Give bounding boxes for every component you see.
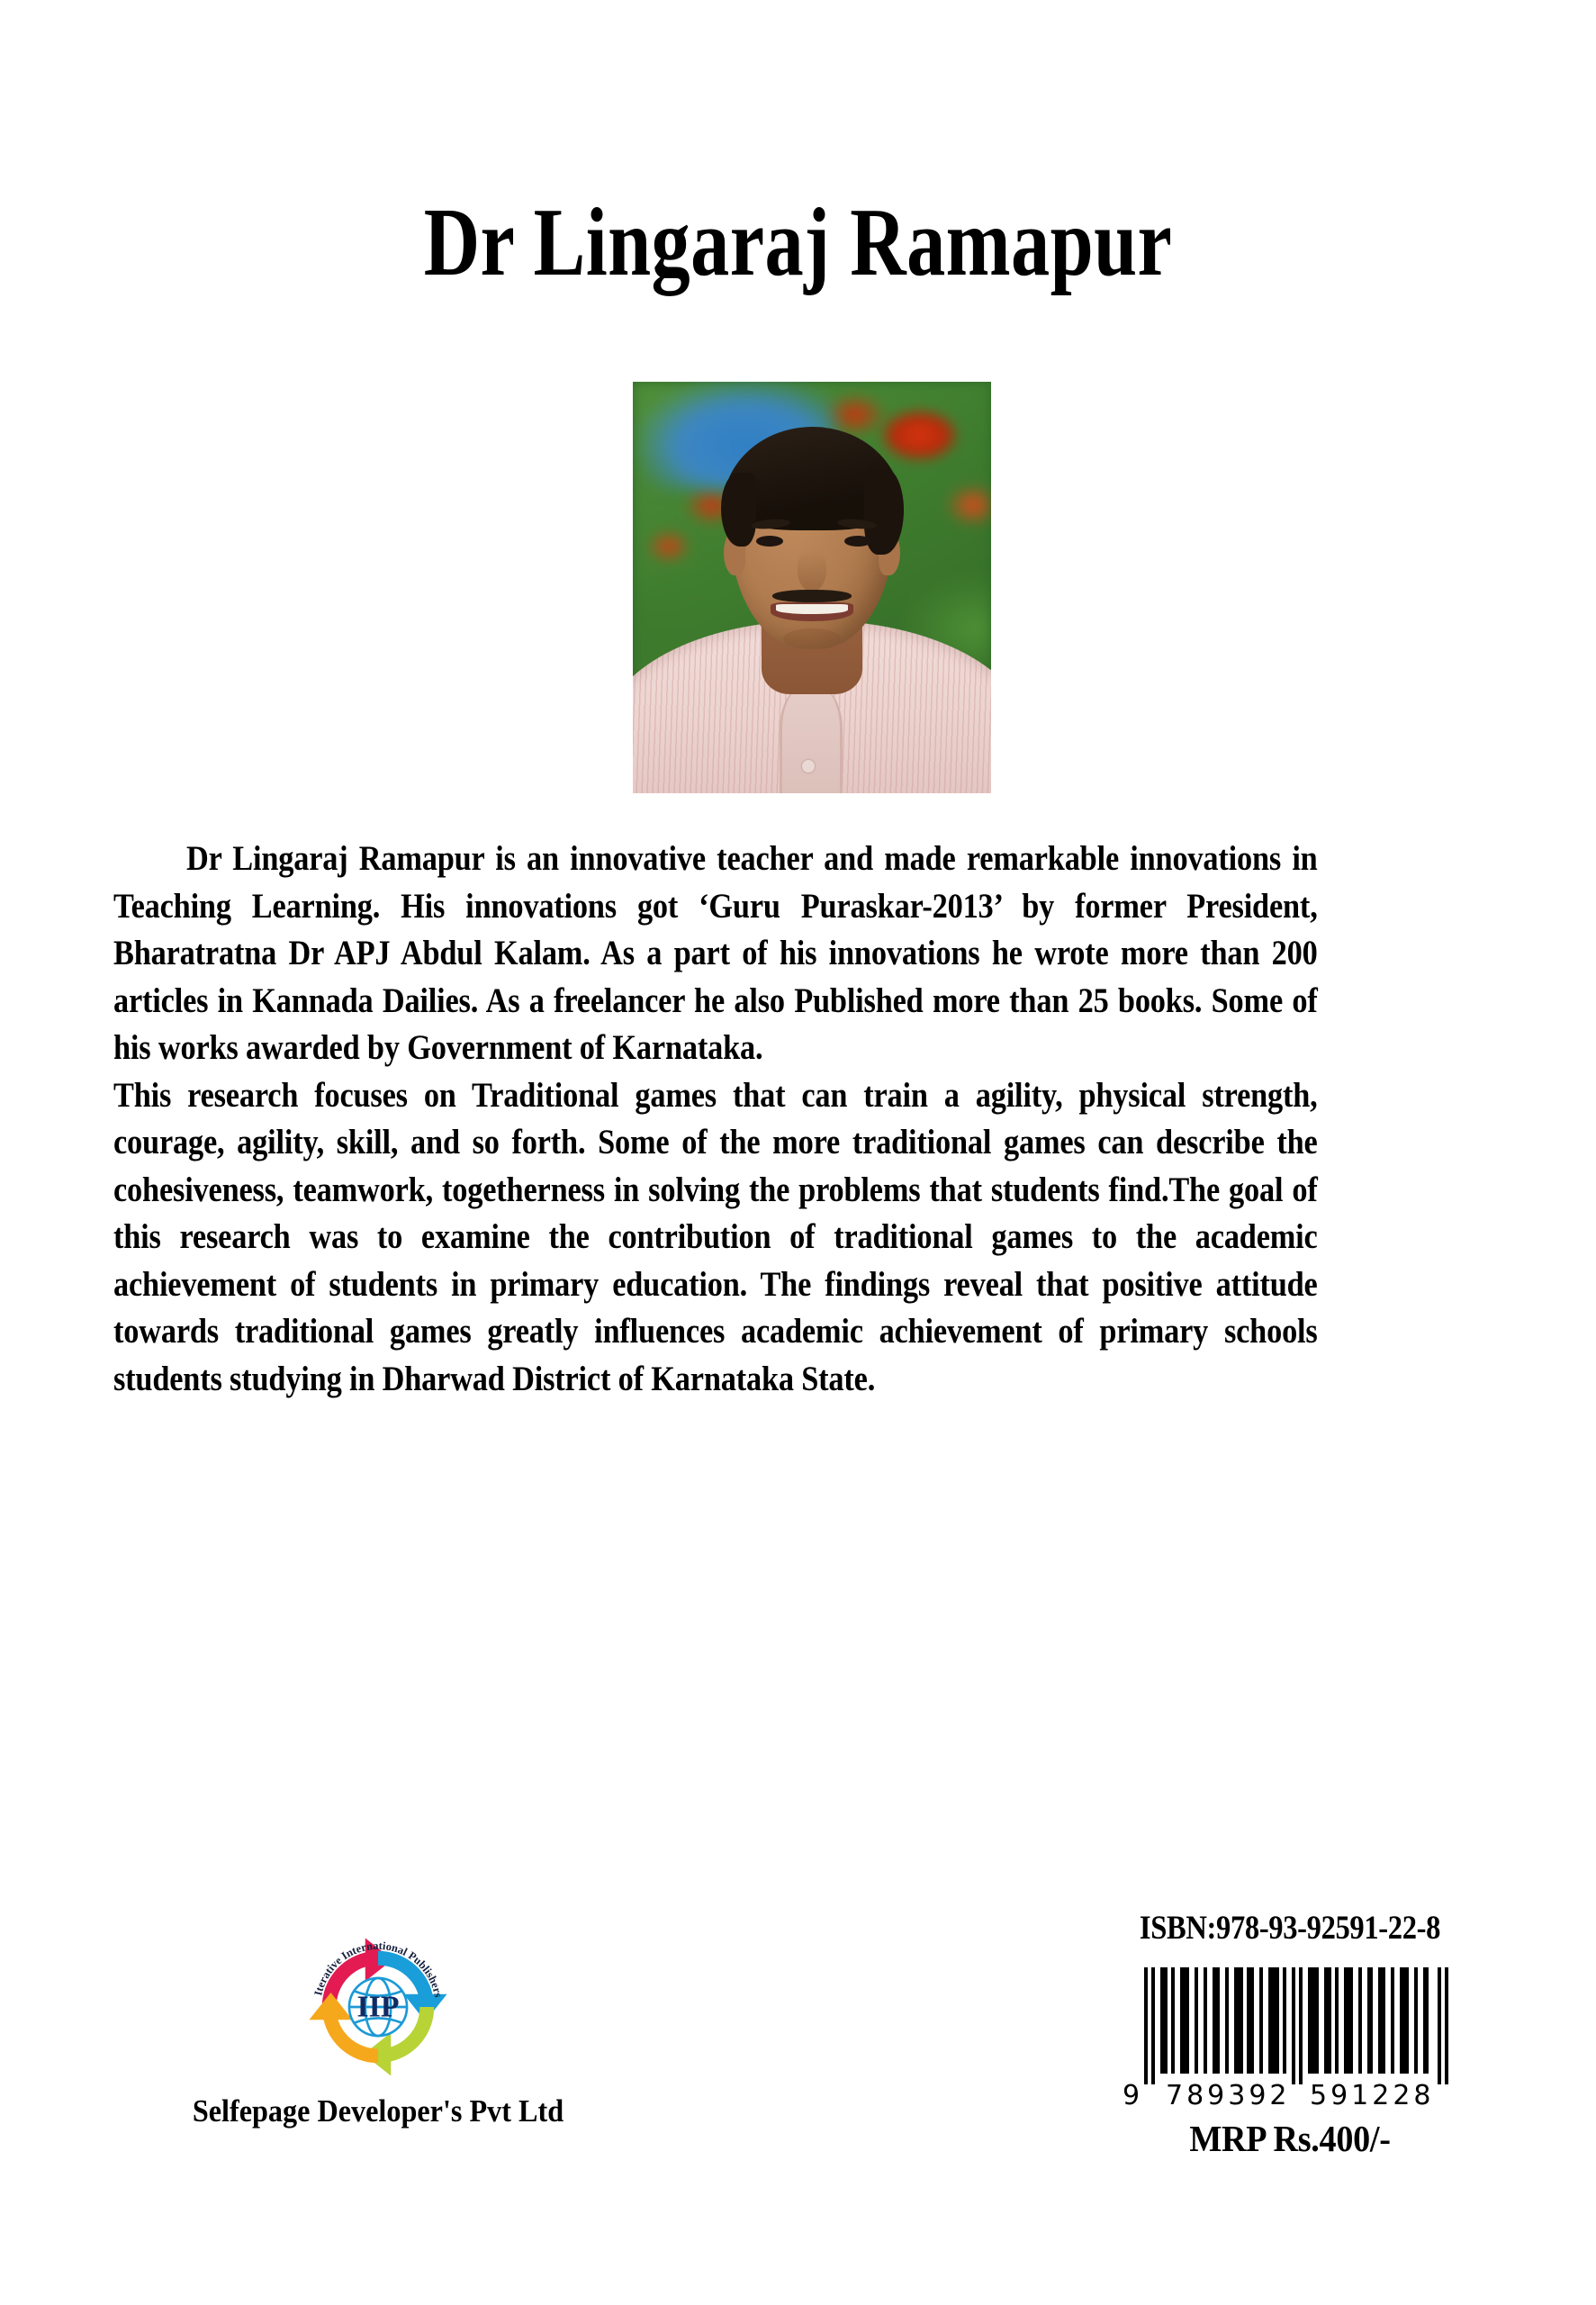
barcode-digit-group-1: 789392 bbox=[1166, 2080, 1291, 2111]
author-bio-paragraph: Dr Lingaraj Ramapur is an innovative teacher and made remarkable innovations in Teaching Learning. His innovations got ‘Guru Puraskar-2013’ by former President, Bharatratna Dr APJ Abdul Kalam. As a part of his innovations he wrote more than 200 articles in Kannada Dailies. As a freelancer he also Published more than 25 books. Some of his works awarded by Government of Karnataka. bbox=[113, 839, 1318, 1067]
logo-initials: IIP bbox=[356, 1990, 400, 2024]
photo-mustache bbox=[772, 590, 852, 603]
research-abstract-paragraph: This research focuses on Traditional games that can train a agility, physical strength, courage, agility, skill, and so forth. Some of the more traditional games can describe the cohesiveness, teamwork, togetherness in solving the problems that students find.The goal of this research was to examine the contribution of traditional games to the academic achievement of students in primary education. The findings reveal that positive attitude towards traditional games greatly influences academic achievement of primary schools students studying in Dharwad District of Karnataka State. bbox=[113, 1075, 1318, 1398]
photo-chin-shadow bbox=[783, 628, 841, 649]
barcode-icon bbox=[1105, 1960, 1475, 2115]
photo-collar bbox=[780, 686, 843, 793]
price-label: MRP Rs.400/- bbox=[1189, 2118, 1391, 2159]
photo-teeth bbox=[776, 604, 849, 614]
svg-text:Iterative International Publis: Iterative International Publishers bbox=[311, 1939, 446, 1999]
publisher-block bbox=[135, 1927, 621, 2130]
author-photo-image bbox=[633, 382, 991, 793]
isbn-block bbox=[1083, 1909, 1497, 2160]
photo-nose bbox=[798, 550, 826, 592]
barcode-digit-group-2: 591228 bbox=[1310, 2080, 1435, 2111]
photo-hair-side-left bbox=[721, 473, 757, 547]
publisher-logo bbox=[298, 1927, 458, 2087]
publisher-name: Selfepage Developer's Pvt Ltd bbox=[192, 2093, 564, 2129]
page-title: Dr Lingaraj Ramapur bbox=[423, 189, 1173, 296]
back-cover-text bbox=[113, 836, 1318, 1403]
isbn-number: ISBN:978-93-92591-22-8 bbox=[1139, 1910, 1441, 1947]
barcode-digits bbox=[1123, 2080, 1435, 2111]
iip-circular-arrows-icon bbox=[298, 1927, 458, 2087]
isbn-barcode bbox=[1105, 1960, 1475, 2115]
photo-collar-button bbox=[802, 760, 815, 773]
barcode-digit-prefix: 9 bbox=[1123, 2080, 1141, 2111]
author-photo bbox=[633, 382, 991, 793]
photo-mouth bbox=[771, 602, 853, 621]
